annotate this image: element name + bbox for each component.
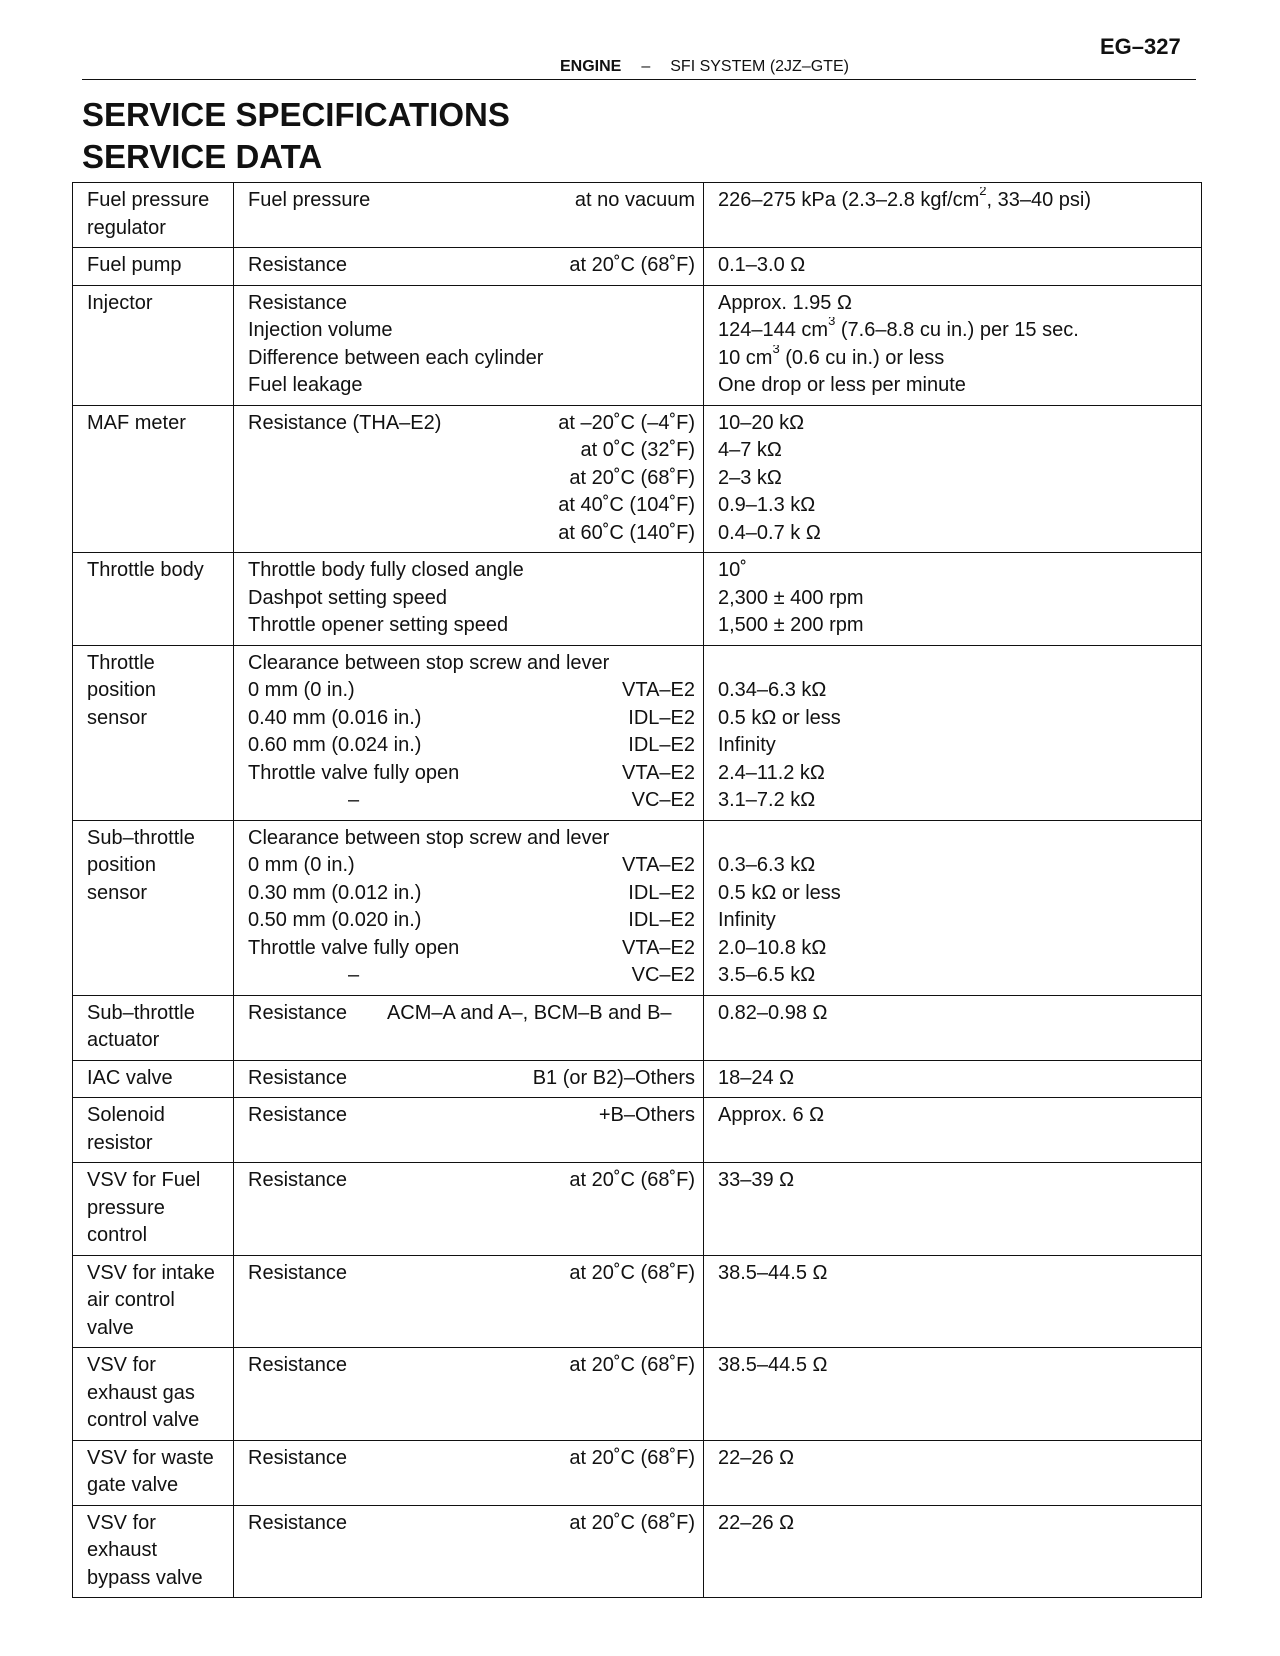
item-label: Resistance [248, 254, 347, 276]
part-name: exhaust [87, 1539, 158, 1561]
item-label: Resistance [248, 1354, 347, 1376]
item-line: – VC–E2 [348, 964, 695, 986]
value-cell [704, 183, 1202, 248]
part-name: air control [87, 1289, 175, 1311]
item-line [248, 1260, 695, 1288]
part-name: MAF meter [87, 411, 186, 434]
spec-value: One drop or less per minute [718, 374, 966, 396]
spec-value: 22–26 Ω [718, 1446, 795, 1469]
item-line [248, 1167, 695, 1195]
spec-value: 3.5–6.5 kΩ [718, 964, 816, 986]
item-line: 0 mm (0 in.) VTA–E2 [248, 679, 695, 701]
spec-value: 2.0–10.8 kΩ [718, 936, 827, 959]
part-name: VSV for Fuel [87, 1169, 201, 1191]
item-line [248, 187, 695, 215]
item-label: Resistance [248, 1446, 347, 1469]
spec-value-blank [718, 650, 1193, 678]
part-cell [73, 1348, 234, 1441]
item-cell [234, 248, 704, 286]
part-name: VSV for intake [87, 1261, 215, 1284]
part-cell [73, 1163, 234, 1256]
item-cell [234, 1505, 704, 1598]
item-line: 0 mm (0 in.) VTA–E2 [248, 854, 695, 876]
part-cell [73, 995, 234, 1060]
part-name: VSV for [87, 1354, 156, 1376]
spec-value: 38.5–44.5 Ω [718, 1354, 828, 1376]
item-line [248, 1065, 695, 1093]
part-cell [73, 405, 234, 553]
item-line: 0.40 mm (0.016 in.) IDL–E2 [248, 706, 695, 729]
item-label: Resistance [248, 1511, 347, 1534]
part-name: VSV for waste [87, 1446, 214, 1469]
part-name: control valve [87, 1409, 200, 1431]
part-cell [73, 820, 234, 995]
part-cell [73, 1440, 234, 1505]
condition-label: at –20˚C (–4˚F) [558, 411, 695, 434]
part-name: VSV for [87, 1511, 156, 1534]
spec-value: 124–144 $cm^3$ (7.6–8.8 cu in.) per 15 sec. [718, 317, 1079, 341]
part-name: regulator [87, 216, 166, 239]
table-row [73, 1163, 1202, 1256]
item-label: Difference between each cylinder [248, 346, 544, 369]
part-name: resistor [87, 1131, 153, 1154]
condition-label: ACM–A and A–, BCM–B and B– [386, 1001, 672, 1024]
spec-value: 0.82–0.98 Ω [718, 1001, 828, 1024]
value-cell [704, 645, 1202, 820]
part-name: sensor [87, 881, 148, 904]
condition-label: at 20˚C (68˚F) [569, 466, 695, 489]
service-data-table [72, 182, 1202, 1598]
spec-value: 0.5 kΩ or less [718, 881, 841, 904]
item-label: Resistance [248, 1001, 347, 1024]
condition-label: at 20˚C (68˚F) [569, 1354, 695, 1376]
item-label: Fuel leakage [248, 374, 363, 396]
item-label: Resistance [248, 291, 347, 314]
spec-value: 38.5–44.5 Ω [718, 1261, 828, 1284]
spec-value: 33–39 Ω [718, 1169, 795, 1191]
part-cell [73, 645, 234, 820]
item-cell [234, 645, 704, 820]
table-row [73, 1440, 1202, 1505]
part-name: Throttle body [87, 559, 204, 581]
part-cell [73, 248, 234, 286]
spec-value: 4–7 kΩ [718, 439, 782, 461]
part-cell [73, 285, 234, 405]
spec-value: 0.5 kΩ or less [718, 706, 841, 729]
value-cell [704, 1098, 1202, 1163]
item-cell [234, 820, 704, 995]
table-row [73, 285, 1202, 405]
subsection-label: SFI SYSTEM (2JZ–GTE) [670, 58, 849, 75]
item-line: 0.50 mm (0.020 in.) IDL–E2 [248, 909, 695, 931]
value-cell [704, 1348, 1202, 1441]
part-name: position [87, 679, 156, 701]
running-header [560, 58, 849, 76]
item-label: Injection volume [248, 319, 393, 341]
item-line: – VC–E2 [348, 789, 695, 811]
part-name: Throttle [87, 651, 155, 674]
condition-label: +B–Others [598, 1104, 695, 1126]
part-cell [73, 1098, 234, 1163]
table-row [73, 1098, 1202, 1163]
section-label: ENGINE [560, 58, 622, 75]
part-cell [73, 1255, 234, 1348]
table-row [73, 1060, 1202, 1098]
part-name: control [87, 1224, 148, 1246]
item-line: 0.30 mm (0.012 in.) IDL–E2 [248, 881, 695, 904]
item-label: Dashpot setting speed [248, 586, 448, 609]
item-line [248, 1102, 695, 1130]
item-label: Clearance between stop screw and lever [248, 826, 610, 849]
part-name: sensor [87, 706, 148, 729]
spec-value: 10˚ [718, 559, 747, 581]
item-label: Resistance [248, 1104, 347, 1126]
header-separator: – [641, 58, 651, 75]
part-cell [73, 1505, 234, 1598]
spec-value: 0.4–0.7 k Ω [718, 521, 821, 544]
table-row [73, 248, 1202, 286]
part-name: exhaust gas [87, 1381, 195, 1404]
item-cell [234, 1348, 704, 1441]
spec-value: Approx. 6 Ω [718, 1104, 825, 1126]
item-line: Throttle valve fully open VTA–E2 [248, 936, 695, 959]
item-cell [234, 995, 704, 1060]
table-row [73, 553, 1202, 646]
item-cell [234, 1255, 704, 1348]
item-cell [234, 1060, 704, 1098]
page-number: EG–327 [1100, 34, 1181, 59]
spec-value: 1,500 ± 200 rpm [718, 614, 864, 636]
item-cell [234, 1440, 704, 1505]
spec-value: 0.1–3.0 Ω [718, 254, 806, 276]
value-cell [704, 995, 1202, 1060]
value-cell [704, 820, 1202, 995]
condition-label: at 20˚C (68˚F) [569, 1261, 695, 1284]
item-label: Fuel pressure [248, 189, 371, 211]
table-row [73, 995, 1202, 1060]
part-name: valve [87, 1316, 134, 1339]
table-row [73, 1505, 1202, 1598]
table-row [73, 405, 1202, 553]
spec-value: 226–275 kPa (2.3–2.8 kgf/$cm^2$, 33–40 psi) [718, 187, 1092, 211]
item-label: Resistance [248, 1261, 347, 1284]
item-line [248, 1352, 695, 1380]
value-cell [704, 553, 1202, 646]
spec-value: 0.34–6.3 kΩ [718, 679, 827, 701]
item-line [248, 1445, 695, 1473]
condition-label: at no vacuum [574, 189, 695, 211]
item-label: Throttle body fully closed angle [248, 559, 524, 581]
item-line [248, 1000, 695, 1028]
value-cell [704, 1255, 1202, 1348]
item-line [248, 1510, 695, 1538]
item-line [248, 252, 695, 280]
header-rule [82, 79, 1196, 80]
item-cell [234, 553, 704, 646]
item-cell [234, 405, 704, 553]
item-cell [234, 183, 704, 248]
part-name: bypass valve [87, 1566, 203, 1589]
table-row [73, 645, 1202, 820]
page-title: SERVICE SPECIFICATIONS [82, 96, 510, 133]
spec-value: 2.4–11.2 kΩ [718, 761, 825, 784]
spec-value: 3.1–7.2 kΩ [718, 789, 816, 811]
part-cell [73, 183, 234, 248]
part-cell [73, 1060, 234, 1098]
condition-label: B1 (or B2)–Others [532, 1066, 695, 1089]
condition-label: at 20˚C (68˚F) [569, 1169, 695, 1191]
spec-value: 10–20 kΩ [718, 411, 805, 434]
part-name: position [87, 854, 156, 876]
part-name: actuator [87, 1029, 160, 1051]
value-cell [704, 1505, 1202, 1598]
item-label: Resistance (THA–E2) [248, 411, 442, 434]
part-name: Sub–throttle [87, 1001, 195, 1024]
condition-label: at 20˚C (68˚F) [569, 1446, 695, 1469]
item-line: 0.60 mm (0.024 in.) IDL–E2 [248, 734, 695, 756]
part-name: Fuel pump [87, 254, 182, 276]
item-line: Throttle valve fully open VTA–E2 [248, 761, 695, 784]
spec-value-blank [718, 825, 1193, 853]
table-row [73, 1348, 1202, 1441]
value-cell [704, 1440, 1202, 1505]
table-row [73, 1255, 1202, 1348]
condition-label: at 20˚C (68˚F) [569, 1511, 695, 1534]
part-name: Sub–throttle [87, 826, 195, 849]
value-cell [704, 285, 1202, 405]
item-label: Resistance [248, 1066, 347, 1089]
item-cell [234, 285, 704, 405]
condition-label: at 20˚C (68˚F) [569, 254, 695, 276]
table-row [73, 183, 1202, 248]
spec-value: Infinity [718, 734, 776, 756]
item-label: Clearance between stop screw and lever [248, 651, 610, 674]
spec-value: 2–3 kΩ [718, 466, 782, 489]
part-cell [73, 553, 234, 646]
value-cell [704, 405, 1202, 553]
condition-label: at 40˚C (104˚F) [558, 494, 695, 516]
condition-label: at 60˚C (140˚F) [558, 521, 695, 544]
part-name: gate valve [87, 1474, 179, 1496]
value-cell [704, 248, 1202, 286]
spec-value: Infinity [718, 909, 776, 931]
spec-value: 18–24 Ω [718, 1066, 795, 1089]
item-cell [234, 1098, 704, 1163]
part-name: Solenoid [87, 1104, 165, 1126]
part-name: IAC valve [87, 1066, 173, 1089]
part-name: Injector [87, 291, 153, 314]
spec-value: 2,300 ± 400 rpm [718, 586, 864, 609]
spec-value: 10 $cm^3$ (0.6 cu in.) or less [718, 344, 945, 369]
spec-value: Approx. 1.95 Ω [718, 291, 852, 314]
item-cell [234, 1163, 704, 1256]
condition-label: at 0˚C (32˚F) [580, 439, 695, 461]
table-row [73, 820, 1202, 995]
value-cell [704, 1163, 1202, 1256]
section-title: SERVICE DATA [82, 138, 323, 175]
spec-value: 22–26 Ω [718, 1511, 795, 1534]
part-name: Fuel pressure [87, 189, 210, 211]
spec-value: 0.9–1.3 kΩ [718, 494, 816, 516]
value-cell [704, 1060, 1202, 1098]
item-label: Resistance [248, 1169, 347, 1191]
spec-value: 0.3–6.3 kΩ [718, 854, 816, 876]
item-label: Throttle opener setting speed [248, 614, 509, 636]
item-line [248, 410, 695, 438]
part-name: pressure [87, 1196, 165, 1219]
